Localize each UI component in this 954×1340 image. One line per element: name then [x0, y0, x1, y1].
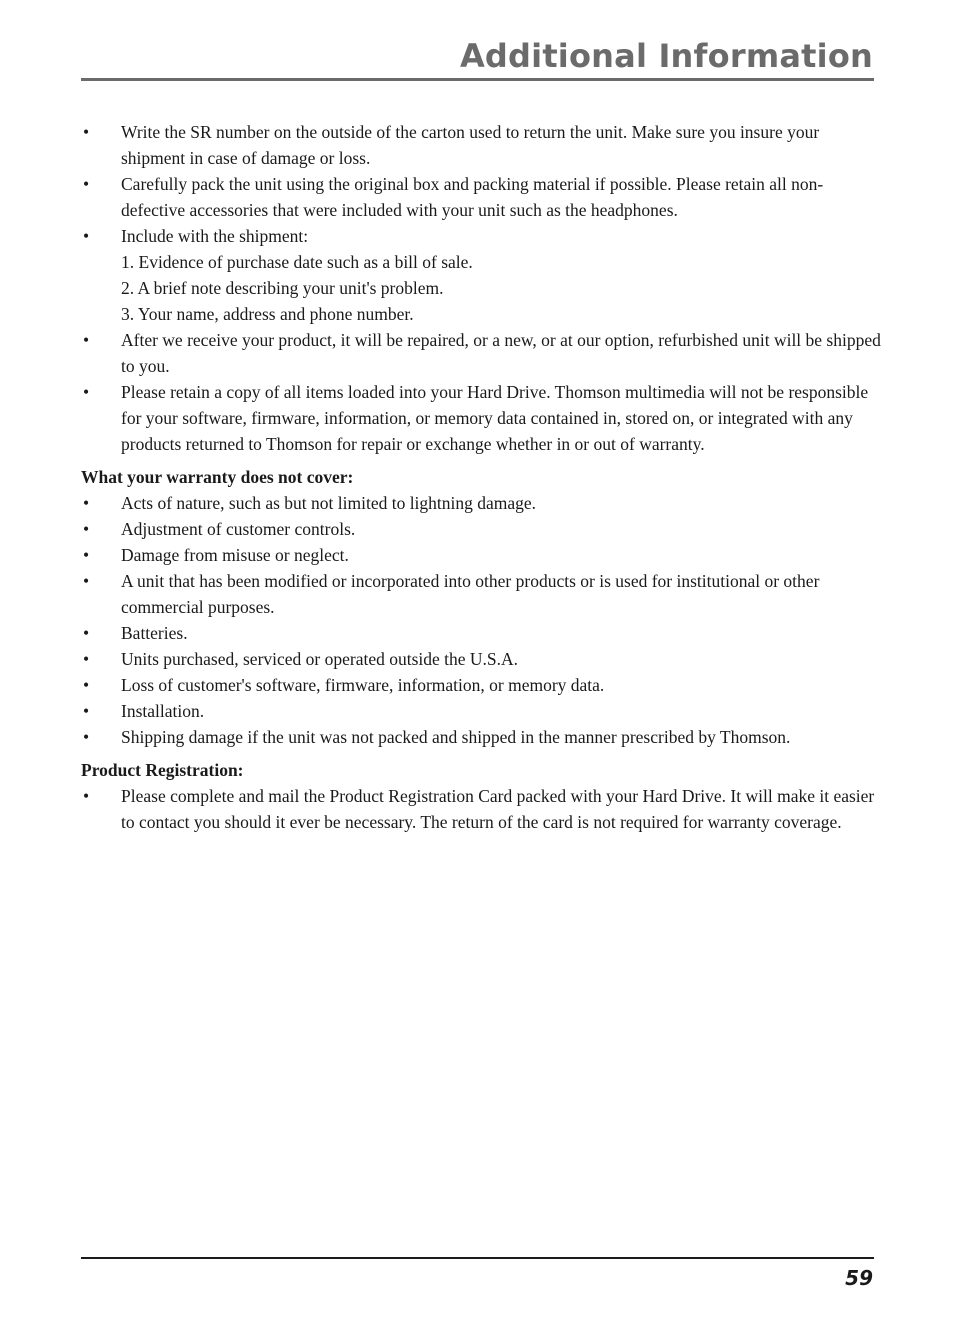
bullet-icon: •	[83, 519, 90, 539]
list-item-text: Please complete and mail the Product Registration Card packed with your Hard Drive. It will make it easier to contact you should it ever be necessary. The return of the card is not required for warranty coverage.	[121, 786, 875, 832]
list-item	[81, 724, 881, 750]
bullet-icon: •	[83, 623, 90, 643]
list-item-text: Damage from misuse or neglect.	[121, 545, 349, 565]
bullet-icon: •	[83, 571, 90, 591]
list-item-text: Acts of nature, such as but not limited to lightning damage.	[121, 493, 537, 513]
bullet-icon: •	[83, 174, 90, 194]
list-item	[81, 568, 881, 620]
bullet-icon: •	[83, 701, 90, 721]
list-item-text: Carefully pack the unit using the original box and packing material if possible. Please retain all non-defective accessories that were included with your unit such as the headphones.	[121, 174, 824, 220]
list-item	[81, 171, 881, 223]
list-item-text: Please retain a copy of all items loaded into your Hard Drive. Thomson multimedia will not be responsible for your software, firmware, information, or memory data contained in, stored on, or integrated with any products returned to Thomson for repair or exchange whether in or out of warranty.	[121, 382, 869, 454]
bullet-icon: •	[83, 727, 90, 747]
numbered-item: 2. A brief note describing your unit's problem.	[121, 278, 444, 298]
list-item-text: Adjustment of customer controls.	[121, 519, 356, 539]
header-rule	[81, 78, 874, 81]
bullet-icon: •	[83, 545, 90, 565]
numbered-item: 3. Your name, address and phone number.	[121, 304, 414, 324]
list-item-text: Batteries.	[121, 623, 188, 643]
bullet-icon: •	[83, 226, 90, 246]
list-item-text: Units purchased, serviced or operated outside the U.S.A.	[121, 649, 519, 669]
bullet-icon: •	[83, 493, 90, 513]
list-item	[81, 542, 881, 568]
list-item-text: Include with the shipment:	[121, 226, 309, 246]
list-item	[81, 379, 881, 457]
list-item-text: Loss of customer's software, firmware, information, or memory data.	[121, 675, 605, 695]
bullet-icon: •	[83, 382, 90, 402]
list-item-text: Installation.	[121, 701, 205, 721]
list-item-text: A unit that has been modified or incorporated into other products or is used for institutional or other commercial purposes.	[121, 571, 820, 617]
section-heading-product-registration: Product Registration:	[81, 760, 244, 780]
footer-rule	[81, 1257, 874, 1259]
bullet-icon: •	[83, 122, 90, 142]
list-item	[81, 672, 881, 698]
page-content	[81, 119, 881, 835]
list-item	[81, 223, 881, 249]
list-item-text: Shipping damage if the unit was not packed and shipped in the manner prescribed by Thomson.	[121, 727, 791, 747]
bullet-icon: •	[83, 786, 90, 806]
list-item-text: Write the SR number on the outside of the carton used to return the unit. Make sure you insure your shipment in case of damage or loss.	[121, 122, 820, 168]
page-title: Additional Information	[459, 37, 873, 75]
list-item	[81, 783, 881, 835]
page-number: 59	[845, 1266, 873, 1290]
numbered-item: 1. Evidence of purchase date such as a bill of sale.	[121, 252, 473, 272]
list-item-text: After we receive your product, it will be repaired, or a new, or at our option, refurbished unit will be shipped to you.	[121, 330, 881, 376]
bullet-icon: •	[83, 675, 90, 695]
bullet-icon: •	[83, 330, 90, 350]
list-item	[81, 516, 881, 542]
list-item	[81, 620, 881, 646]
list-item	[81, 327, 881, 379]
list-item	[81, 119, 881, 171]
list-item	[81, 490, 881, 516]
bullet-icon: •	[83, 649, 90, 669]
section-heading-not-covered: What your warranty does not cover:	[81, 467, 354, 487]
list-item	[81, 646, 881, 672]
list-item	[81, 698, 881, 724]
